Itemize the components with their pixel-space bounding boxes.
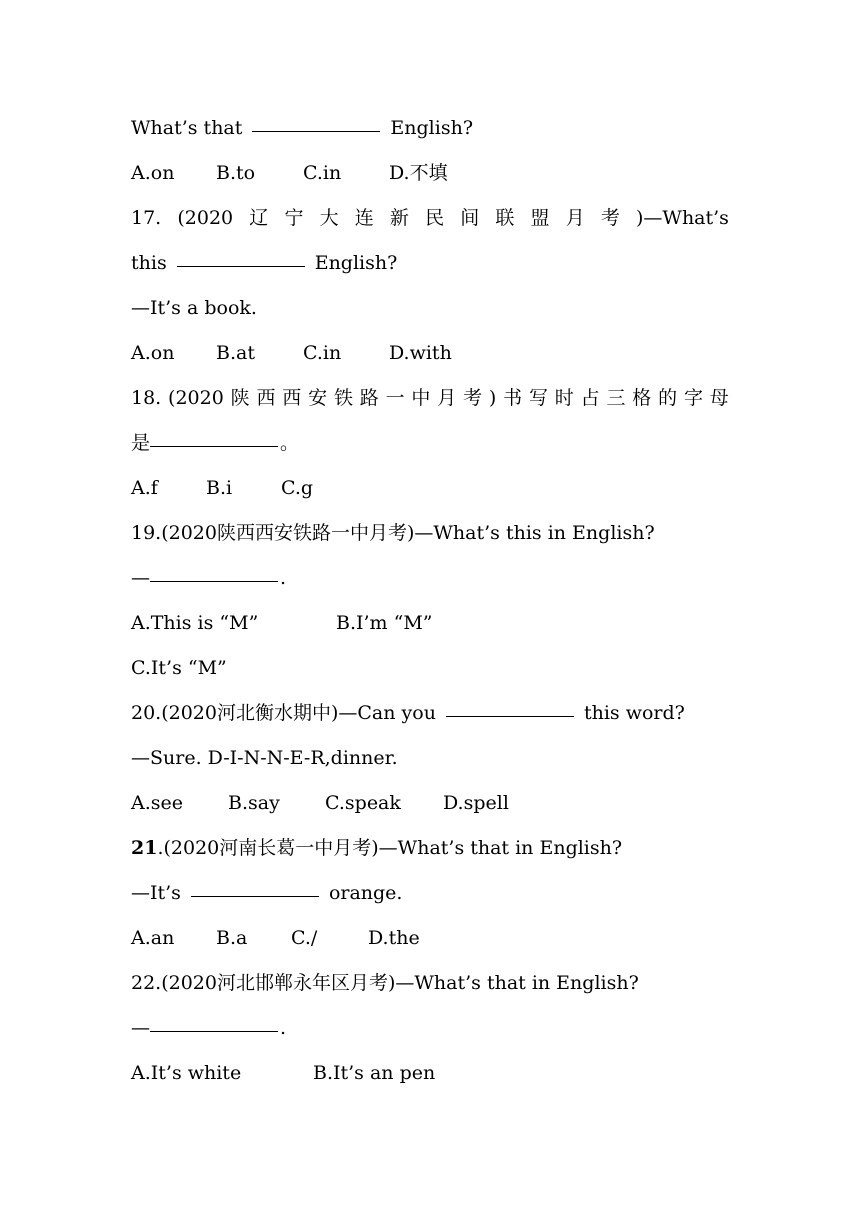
q22-text: 22.(2020河北邯郸永年区月考)—What’s that in English? <box>131 972 639 994</box>
option-c: C./ <box>291 927 318 949</box>
q17-reply <box>131 286 731 331</box>
option-b: B.i <box>206 477 233 499</box>
source-text: 西 <box>282 387 302 409</box>
q21-options <box>131 916 731 961</box>
q19-options-row1 <box>131 601 731 646</box>
question-number: 17. <box>131 207 162 229</box>
source-text: 路 <box>359 387 379 409</box>
option-b: B.I’m “M” <box>336 612 433 634</box>
q19-stem <box>131 511 731 556</box>
option-a: A.f <box>131 477 158 499</box>
q17-text: this <box>131 252 167 274</box>
q22-reply-end: . <box>280 1017 287 1039</box>
q19-reply-end: . <box>280 567 287 589</box>
q20-text-end: this word? <box>583 702 685 724</box>
question-text: 的 <box>658 387 678 409</box>
answer-blank <box>191 895 319 897</box>
q22-stem <box>131 961 731 1006</box>
q18-stem <box>131 376 729 421</box>
source-text: 考 <box>600 207 620 229</box>
option-a: A.an <box>131 927 175 949</box>
option-d: D.不填 <box>389 162 448 184</box>
source-text: 新 <box>389 207 409 229</box>
source-text: 铁 <box>333 387 353 409</box>
q16-stem-text-end: English? <box>390 117 474 139</box>
q18-options <box>131 466 731 511</box>
option-c: C.in <box>303 342 342 364</box>
source-text: 陕 <box>230 387 250 409</box>
answer-blank <box>177 265 305 267</box>
q20-reply <box>131 736 731 781</box>
q21-text: .(2020河南长葛一中月考)—What’s that in English? <box>157 837 623 859</box>
option-a: A.This is “M” <box>131 612 259 634</box>
source-text: 盟 <box>530 207 550 229</box>
question-text: 格 <box>632 387 652 409</box>
source-text: 间 <box>460 207 480 229</box>
q17-stem <box>131 196 729 241</box>
q21-reply <box>131 871 731 916</box>
source-text: 联 <box>495 207 515 229</box>
answer-blank <box>150 580 278 582</box>
question-text: 写 <box>528 387 548 409</box>
q20-stem <box>131 691 731 736</box>
source-text: (2020 <box>168 387 224 409</box>
source-text: 辽 <box>249 207 269 229</box>
option-b: B.a <box>216 927 248 949</box>
q17-stem-cont <box>131 241 731 286</box>
option-a: A.on <box>131 162 175 184</box>
q16-stem <box>131 106 731 151</box>
source-text: ) <box>488 387 497 409</box>
source-text: 考 <box>463 387 483 409</box>
answer-blank <box>446 715 574 717</box>
source-text: 大 <box>319 207 339 229</box>
question-text: 占 <box>580 387 600 409</box>
source-text: 月 <box>437 387 457 409</box>
q16-options <box>131 151 731 196</box>
q19-text: 19.(2020陕西西安铁路一中月考)—What’s this in English? <box>131 522 655 544</box>
document-page <box>131 106 731 1096</box>
q20-options <box>131 781 731 826</box>
answer-blank <box>150 1030 278 1032</box>
option-b: B.It’s an pen <box>313 1062 436 1084</box>
q21-stem <box>131 826 731 871</box>
question-text: 三 <box>606 387 626 409</box>
source-text: )—What’s <box>636 207 729 229</box>
source-text: (2020 <box>177 207 234 229</box>
question-number: 21 <box>131 837 158 859</box>
source-text: 民 <box>425 207 445 229</box>
reply-text: —It’s a book. <box>131 297 257 319</box>
source-text: 中 <box>411 387 431 409</box>
option-d: D.the <box>368 927 420 949</box>
question-number: 18. <box>131 387 162 409</box>
option-a: A.on <box>131 342 175 364</box>
option-d: D.spell <box>443 792 509 814</box>
q19-options-row2 <box>131 646 731 691</box>
q18-stem-cont <box>131 421 731 466</box>
q21-reply-start: —It’s <box>131 882 181 904</box>
option-c: C.in <box>303 162 342 184</box>
question-text: 字 <box>683 387 703 409</box>
question-text: 时 <box>554 387 574 409</box>
source-text: 月 <box>565 207 585 229</box>
answer-blank <box>150 445 278 447</box>
reply-text: —Sure. D-I-N-N-E-R,dinner. <box>131 747 398 769</box>
option-b: B.say <box>228 792 280 814</box>
question-text: 母 <box>709 387 729 409</box>
source-text: 安 <box>308 387 328 409</box>
option-a: A.It’s white <box>131 1062 242 1084</box>
option-b: B.at <box>216 342 255 364</box>
answer-blank <box>252 130 380 132</box>
source-text: 连 <box>354 207 374 229</box>
source-text: 西 <box>256 387 276 409</box>
source-text: 一 <box>385 387 405 409</box>
q19-reply-dash: — <box>131 567 150 589</box>
option-b: B.to <box>216 162 256 184</box>
q16-stem-text: What’s that <box>131 117 243 139</box>
q19-reply <box>131 556 731 601</box>
option-d: D.with <box>389 342 452 364</box>
q18-text-end: 。 <box>280 432 300 454</box>
q20-text: 20.(2020河北衡水期中)—Can you <box>131 702 436 724</box>
option-c: C.It’s “M” <box>131 657 227 679</box>
option-c: C.speak <box>325 792 401 814</box>
source-text: 宁 <box>284 207 304 229</box>
q17-text-end: English? <box>314 252 398 274</box>
q21-reply-end: orange. <box>328 882 403 904</box>
q17-options <box>131 331 731 376</box>
option-a: A.see <box>131 792 183 814</box>
q22-reply-dash: — <box>131 1017 150 1039</box>
q22-reply <box>131 1006 731 1051</box>
q22-options <box>131 1051 731 1096</box>
question-text: 书 <box>503 387 523 409</box>
option-c: C.g <box>281 477 314 499</box>
q18-text: 是 <box>131 432 151 454</box>
